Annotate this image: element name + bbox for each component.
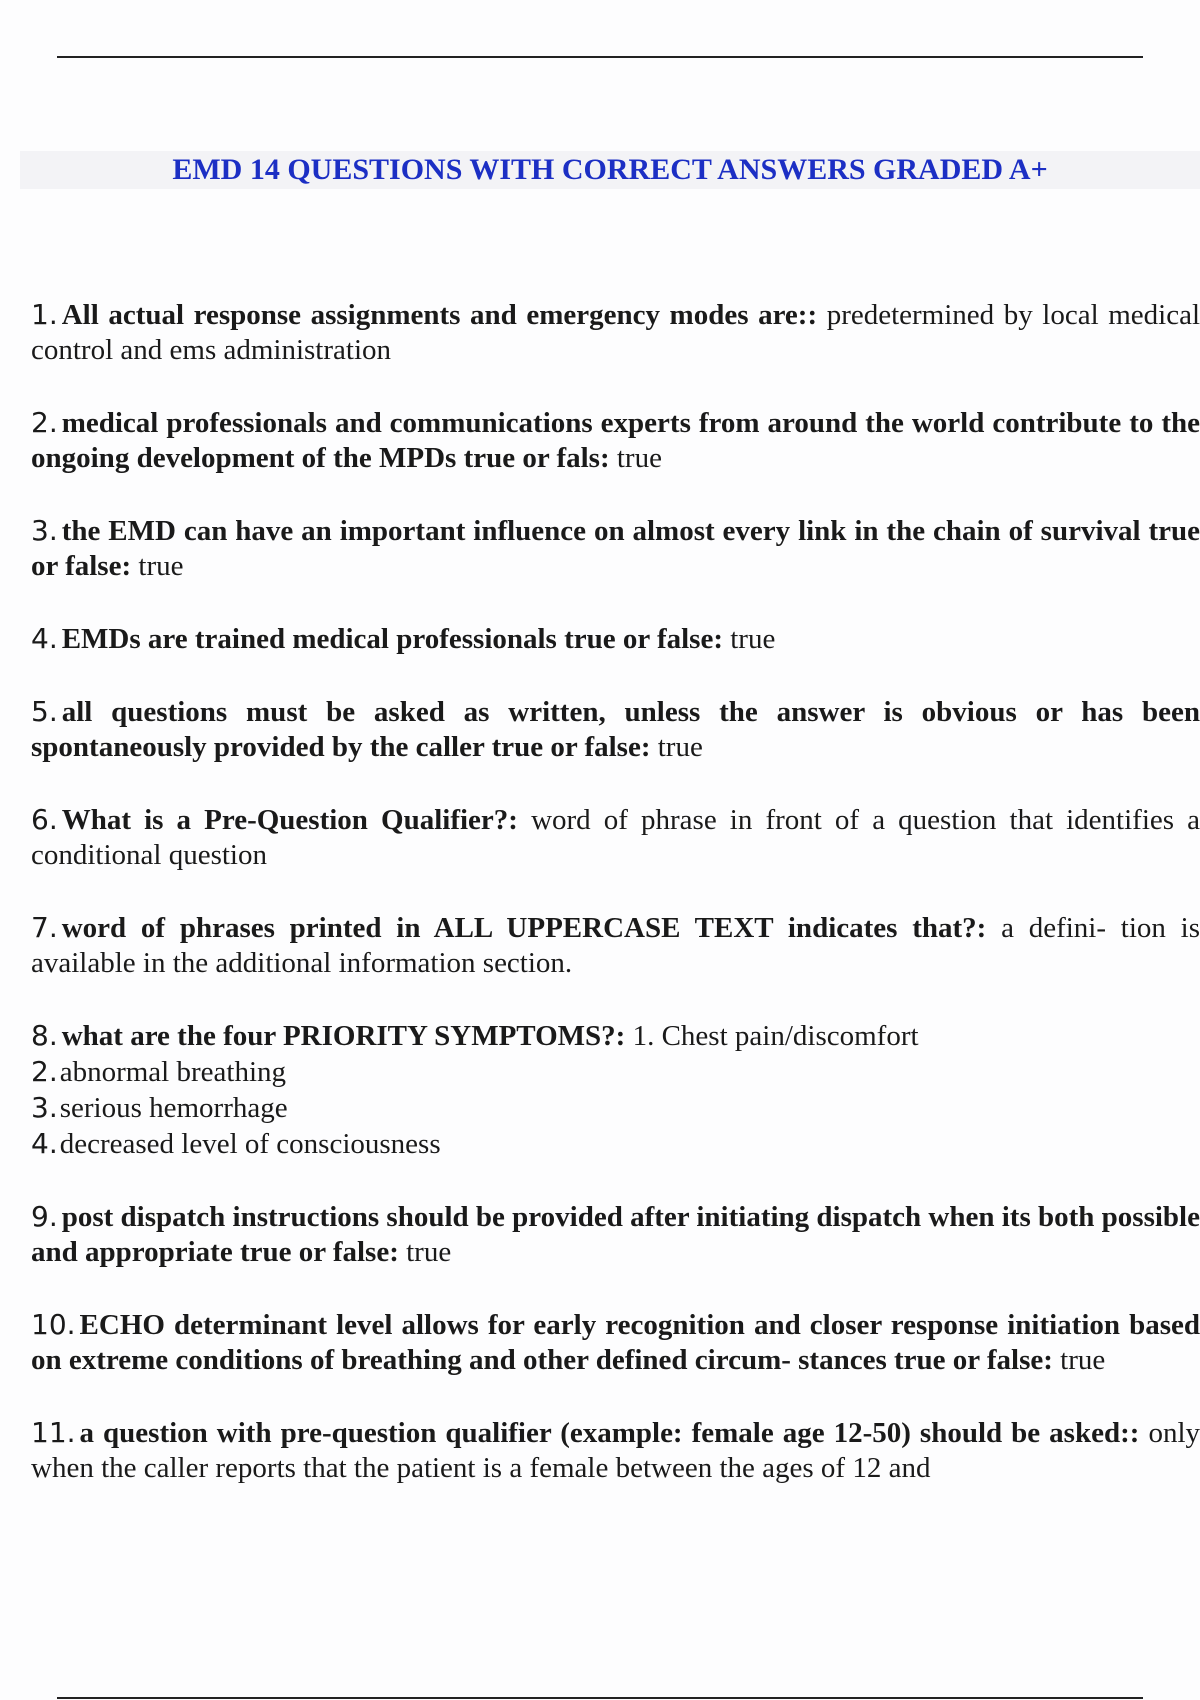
answer-text: a defini- tion is available in the additional information section. bbox=[31, 912, 1200, 979]
answer-text: true bbox=[138, 550, 184, 582]
question-text: what are the four PRIORITY SYMPTOMS?: bbox=[61, 1020, 626, 1052]
qa-item-6 bbox=[31, 802, 1200, 873]
answer-text: true bbox=[1060, 1344, 1106, 1376]
symptom-text: serious hemorrhage bbox=[59, 1092, 288, 1124]
answer-text: true bbox=[406, 1236, 452, 1268]
symptom-text: abnormal breathing bbox=[59, 1056, 286, 1088]
answer-text: only when the caller reports that the patient is a female between the ages of 12 and bbox=[31, 1417, 1200, 1484]
qa-item-2 bbox=[31, 405, 1200, 476]
answer-text: word of phrase in front of a question that identifies a conditional question bbox=[31, 804, 1200, 871]
item-number: 1. bbox=[31, 298, 58, 331]
item-number: 8. bbox=[31, 1019, 58, 1052]
qa-item-4 bbox=[31, 621, 1200, 657]
item-number: 6. bbox=[31, 803, 58, 836]
qa-item-9 bbox=[31, 1199, 1200, 1270]
top-rule bbox=[57, 56, 1143, 58]
item-number: 4. bbox=[31, 622, 58, 655]
document-title: EMD 14 QUESTIONS WITH CORRECT ANSWERS GRADED A+ bbox=[172, 153, 1048, 186]
qa-item-11 bbox=[31, 1415, 1200, 1486]
symptom-text: decreased level of consciousness bbox=[59, 1128, 441, 1160]
qa-item-5 bbox=[31, 694, 1200, 765]
question-text: a question with pre-question qualifier (example: female age 12-50) should be asked:: bbox=[79, 1417, 1140, 1449]
qa-item-8 bbox=[31, 1018, 1200, 1162]
bottom-rule bbox=[57, 1697, 1143, 1699]
qa-item-10 bbox=[31, 1307, 1200, 1378]
answer-text: true bbox=[730, 623, 776, 655]
item-number: 2. bbox=[31, 1055, 58, 1088]
item-number: 7. bbox=[31, 911, 58, 944]
answer-text: 1. Chest pain/discomfort bbox=[632, 1020, 919, 1052]
symptom-line bbox=[31, 1090, 1200, 1126]
answer-text: true bbox=[657, 731, 703, 763]
answer-text: true bbox=[616, 442, 662, 474]
qa-item-3 bbox=[31, 513, 1200, 584]
question-text: ECHO determinant level allows for early recognition and closer response initiation based on extreme conditions of breathing and other defined circum- stances true or false: bbox=[31, 1309, 1200, 1376]
qa-list bbox=[31, 297, 1200, 1523]
answer-text: predetermined by local medical control and ems administration bbox=[31, 299, 1200, 366]
item-number: 10. bbox=[31, 1308, 76, 1341]
question-text: What is a Pre-Question Qualifier?: bbox=[61, 804, 518, 836]
question-text: word of phrases printed in ALL UPPERCASE TEXT indicates that?: bbox=[61, 912, 987, 944]
question-text: medical professionals and communications experts from around the world contribute to the ongoing development of the MPDs true or fals: bbox=[31, 407, 1200, 474]
question-text: EMDs are trained medical professionals true or false: bbox=[61, 623, 723, 655]
question-text: the EMD can have an important influence on almost every link in the chain of survival true or false: bbox=[31, 515, 1200, 582]
question-text: All actual response assignments and emergency modes are:: bbox=[61, 299, 818, 331]
qa-item-7 bbox=[31, 910, 1200, 981]
item-number: 2. bbox=[31, 406, 58, 439]
item-number: 11. bbox=[31, 1416, 76, 1449]
question-text: all questions must be asked as written, unless the answer is obvious or has been spontaneously provided by the caller true or false: bbox=[31, 696, 1200, 763]
item-number: 4. bbox=[31, 1127, 58, 1160]
item-number: 9. bbox=[31, 1200, 58, 1233]
item-number: 3. bbox=[31, 514, 58, 547]
item-number: 3. bbox=[31, 1091, 58, 1124]
item-number: 5. bbox=[31, 695, 58, 728]
qa-item-1 bbox=[31, 297, 1200, 368]
symptom-line bbox=[31, 1126, 1200, 1162]
question-text: post dispatch instructions should be provided after initiating dispatch when its both possible and appropriate true or false: bbox=[31, 1201, 1200, 1268]
symptom-line bbox=[31, 1054, 1200, 1090]
